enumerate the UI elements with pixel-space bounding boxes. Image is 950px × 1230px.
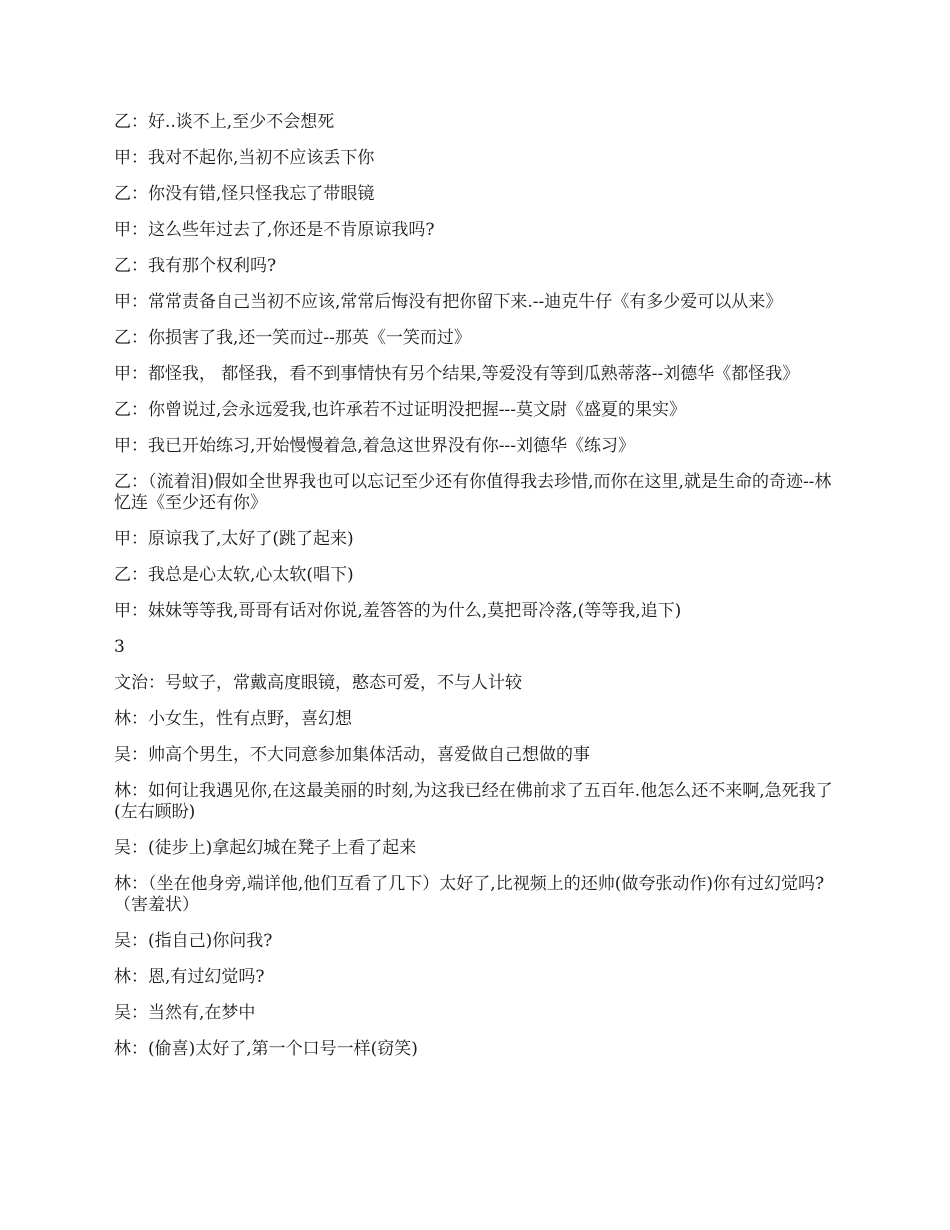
dialogue-line: 乙：你损害了我,还一笑而过--那英《一笑而过》 [114,328,471,348]
dialogue-line: 甲：这么些年过去了,你还是不肯原谅我吗? [114,220,435,240]
document-body [114,112,840,1075]
dialogue-line: 林：(偷喜)太好了,第一个口号一样(窃笑) [114,1039,418,1059]
dialogue-line: 甲：我对不起你,当初不应该丢下你 [114,148,375,168]
dialogue-line: 乙：好..谈不上,至少不会想死 [114,112,335,132]
dialogue-line: 林：如何让我遇见你,在这最美丽的时刻,为这我已经在佛前求了五百年.他怎么还不来啊,急死我了(左右顾盼) [114,781,833,822]
dialogue-line: 吴：当然有,在梦中 [114,1003,256,1023]
character-description: 吴：帅高个男生，不大同意参加集体活动，喜爱做自己想做的事 [114,745,590,765]
dialogue-line: 乙：你没有错,怪只怪我忘了带眼镜 [114,184,375,204]
dialogue-line: 甲：妹妹等等我,哥哥有话对你说,羞答答的为什么,莫把哥冷落,(等等我,追下) [114,601,682,621]
dialogue-line: 吴：(徒步上)拿起幻城在凳子上看了起来 [114,838,417,858]
character-description: 文治：号蚊子，常戴高度眼镜，憨态可爱，不与人计较 [114,673,522,693]
dialogue-line: 乙：（流着泪)假如全世界我也可以忘记至少还有你值得我去珍惜,而你在这里,就是生命的奇迹--林忆连《至少还有你》 [114,472,832,513]
dialogue-line: 吴：(指自己)你问我? [114,931,273,951]
dialogue-line: 乙：你曾说过,会永远爱我,也许承若不过证明没把握---莫文尉《盛夏的果实》 [114,400,687,420]
dialogue-line: 甲：常常责备自己当初不应该,常常后悔没有把你留下来.--迪克牛仔《有多少爱可以从来》 [114,292,783,312]
dialogue-line: 乙：我有那个权利吗? [114,256,277,276]
dialogue-line: 林：恩,有过幻觉吗? [114,967,265,987]
dialogue-line: 乙：我总是心太软,心太软(唱下) [114,565,354,585]
section-number: 3 [114,637,125,657]
dialogue-line: 甲：原谅我了,太好了(跳了起来) [114,529,354,549]
dialogue-line: 甲：都怪我， 都怪我，看不到事情快有另个结果,等爱没有等到瓜熟蒂落--刘德华《都怪我》 [114,364,800,384]
dialogue-line: 林：（坐在他身旁,端详他,他们互看了几下）太好了,比视频上的还帅(做夸张动作)你有过幻觉吗?（害羞状） [114,874,825,915]
character-description: 林：小女生，性有点野，喜幻想 [114,709,352,729]
dialogue-line: 甲：我已开始练习,开始慢慢着急,着急这世界没有你---刘德华《练习》 [114,436,636,456]
